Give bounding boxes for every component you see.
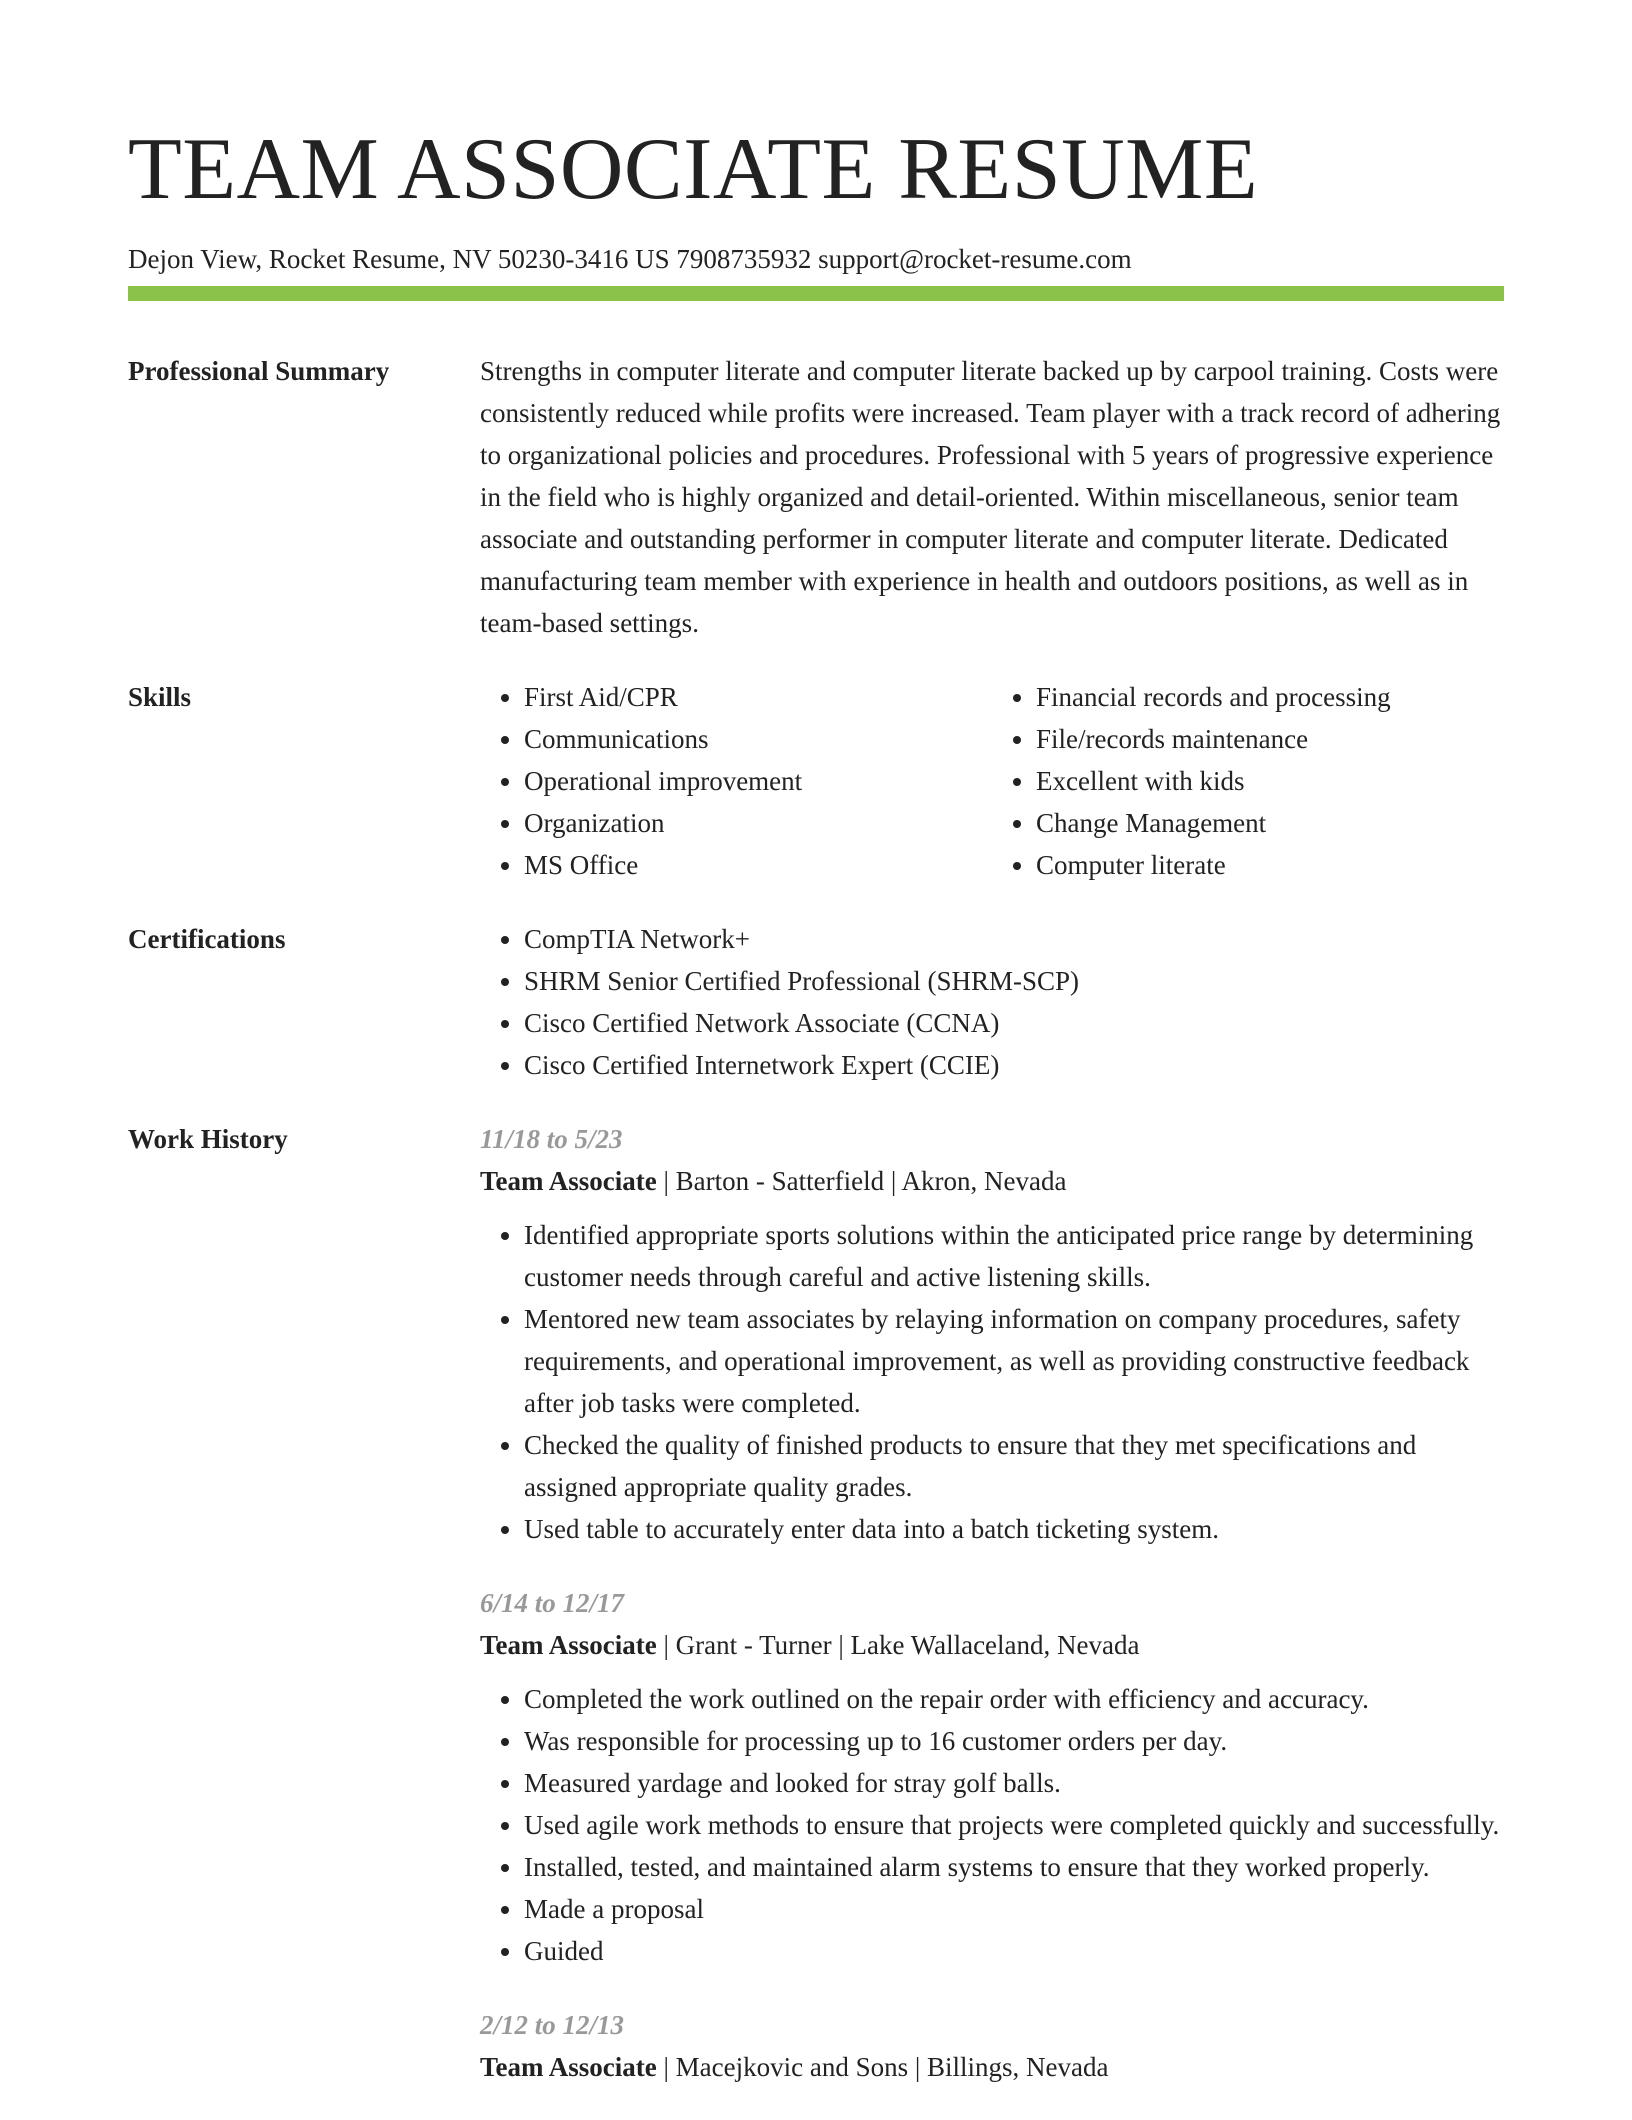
job-bullet: • Made a proposal: [524, 1888, 1504, 1930]
section-label-skills: Skills: [128, 682, 192, 712]
job-heading: [480, 2046, 1504, 2088]
skill-item: • Change Management: [1036, 802, 1504, 844]
skill-item: • MS Office: [524, 844, 992, 886]
section-label-certifications: Certifications: [128, 924, 286, 954]
skill-item: • Communications: [524, 718, 992, 760]
skills-column-2: [992, 676, 1504, 886]
job-employer-location: | Barton - Satterfield | Akron, Nevada: [656, 1166, 1067, 1196]
skill-item: • Organization: [524, 802, 992, 844]
job-entry: [480, 1118, 1504, 1550]
skill-item: • Financial records and processing: [1036, 676, 1504, 718]
job-heading: [480, 1624, 1504, 1666]
certification-item: • SHRM Senior Certified Professional (SHRM-SCP): [524, 960, 1504, 1002]
job-bullet: • Installed, tested, and maintained alarm systems to ensure that they worked properly.: [524, 1846, 1504, 1888]
job-heading: [480, 1160, 1504, 1202]
resume-header: [128, 118, 1504, 276]
certifications-list: [480, 918, 1504, 1086]
job-bullet: • Completed the work outlined on the repair order with efficiency and accuracy.: [524, 1678, 1504, 1720]
job-bullets: [480, 1678, 1504, 1972]
skill-item: • Excellent with kids: [1036, 760, 1504, 802]
skills-column-1: [480, 676, 992, 886]
summary-text: Strengths in computer literate and computer literate backed up by carpool training. Costs were consistently reduced while profits were increased. Team player with a track record of adhering to organizational policies and procedures. Professional with 5 years of progressive experience in the field who is highly organized and detail-oriented. Within miscellaneous, senior team associate and outstanding performer in computer literate and computer literate. Dedicated manufacturing team member with experience in health and outdoors positions, as well as in team-based settings.: [480, 356, 1501, 638]
job-dates: 11/18 to 5/23: [480, 1124, 623, 1154]
job-bullet: • Measured yardage and looked for stray golf balls.: [524, 1762, 1504, 1804]
skill-item: • Operational improvement: [524, 760, 992, 802]
section-label-work: Work History: [128, 1124, 288, 1154]
job-title: Team Associate: [480, 2052, 657, 2082]
skills-body: [480, 676, 1504, 886]
job-bullet: • Checked the quality of finished products to ensure that they met specifications and assigned appropriate quality grades.: [524, 1424, 1504, 1508]
section-label-summary: Professional Summary: [128, 356, 390, 386]
job-bullet: • Was responsible for processing up to 16 customer orders per day.: [524, 1720, 1504, 1762]
job-employer-location: | Macejkovic and Sons | Billings, Nevada: [656, 2052, 1109, 2082]
job-bullet: • Identified appropriate sports solutions within the anticipated price range by determining customer needs through careful and active listening skills.: [524, 1214, 1504, 1298]
certification-item: • Cisco Certified Internetwork Expert (CCIE): [524, 1044, 1504, 1086]
job-employer-location: | Grant - Turner | Lake Wallaceland, Nevada: [656, 1630, 1140, 1660]
certification-item: • Cisco Certified Network Associate (CCNA): [524, 1002, 1504, 1044]
accent-divider: [128, 286, 1504, 301]
work-history-body: [480, 1118, 1504, 2120]
job-bullets: [480, 1214, 1504, 1550]
job-title: Team Associate: [480, 1166, 657, 1196]
skill-item: • First Aid/CPR: [524, 676, 992, 718]
skill-item: • File/records maintenance: [1036, 718, 1504, 760]
skill-item: • Computer literate: [1036, 844, 1504, 886]
certifications-body: [480, 918, 1504, 1086]
job-dates: 6/14 to 12/17: [480, 1588, 625, 1618]
summary-body: [480, 350, 1504, 644]
job-title: Team Associate: [480, 1630, 657, 1660]
contact-line: Dejon View, Rocket Resume, NV 50230-3416 US 7908735932 support@rocket-resume.com: [128, 244, 1132, 274]
job-bullet: • Mentored new team associates by relaying information on company procedures, safety requirements, and operational improvement, as well as providing constructive feedback after job tasks were completed.: [524, 1298, 1504, 1424]
job-bullet: • Used table to accurately enter data into a batch ticketing system.: [524, 1508, 1504, 1550]
job-entry: [480, 2004, 1504, 2088]
job-entry: [480, 1582, 1504, 1972]
job-bullet: • Guided: [524, 1930, 1504, 1972]
job-bullet: • Used agile work methods to ensure that projects were completed quickly and successfully.: [524, 1804, 1504, 1846]
certification-item: • CompTIA Network+: [524, 918, 1504, 960]
job-dates: 2/12 to 12/13: [480, 2010, 625, 2040]
resume-title: TEAM ASSOCIATE RESUME: [128, 121, 1259, 218]
